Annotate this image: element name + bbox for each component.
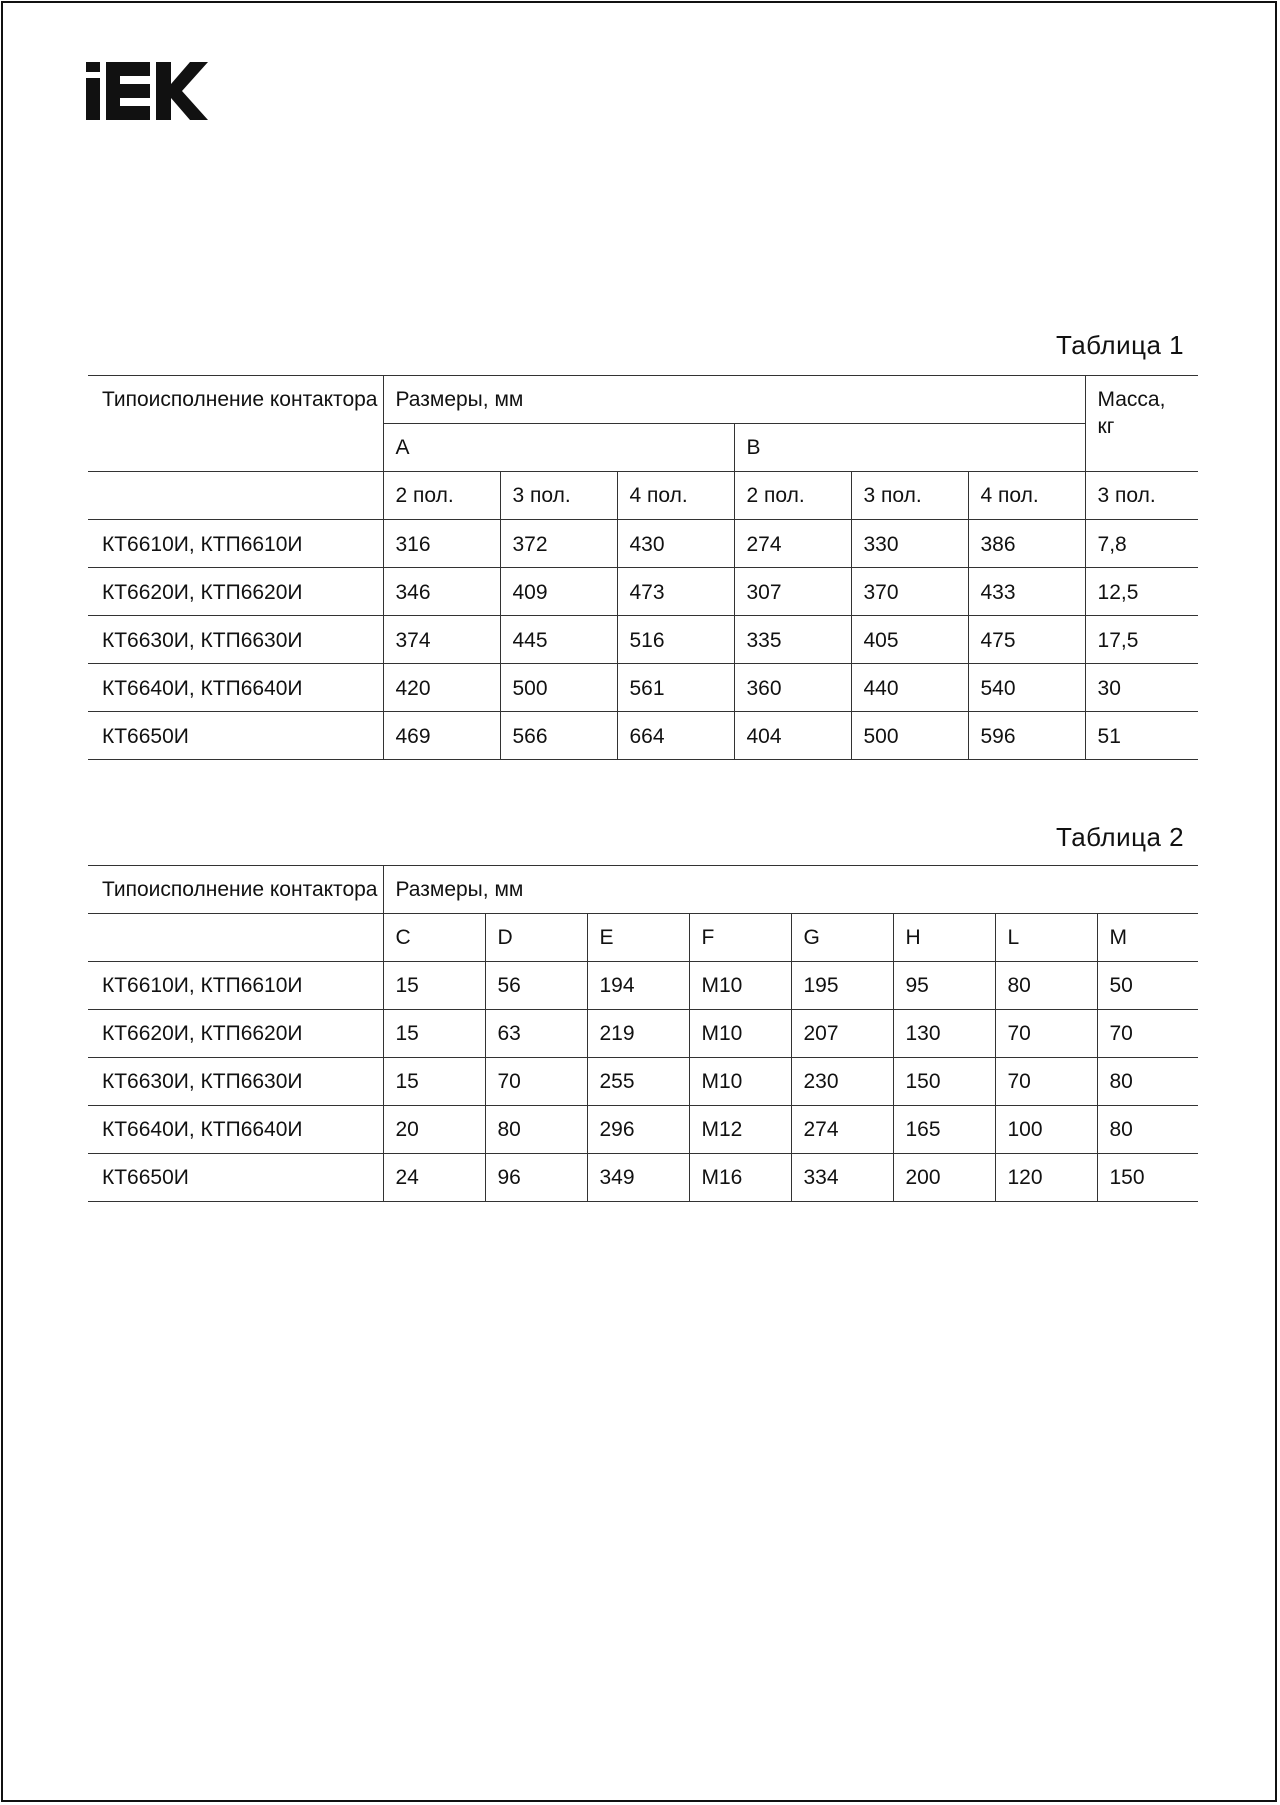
cell: 70 (995, 1058, 1097, 1106)
table-row (88, 712, 1198, 760)
cell: 433 (968, 568, 1085, 616)
table-row (88, 1106, 1198, 1154)
cell: 63 (485, 1010, 587, 1058)
row-name: КТ6650И (88, 1154, 383, 1202)
cell: 30 (1085, 664, 1198, 712)
cell: 7,8 (1085, 520, 1198, 568)
table2-dimensions (88, 865, 1198, 1202)
cell: 195 (791, 962, 893, 1010)
table1-dimensions (88, 375, 1198, 760)
row-name: КТ6630И, КТП6630И (88, 616, 383, 664)
cell: 80 (485, 1106, 587, 1154)
cell: 664 (617, 712, 734, 760)
table2-subcol: C (383, 914, 485, 962)
table-row (88, 664, 1198, 712)
table2-caption: Таблица 2 (1056, 822, 1185, 852)
row-name: КТ6640И, КТП6640И (88, 1106, 383, 1154)
cell: 469 (383, 712, 500, 760)
cell: 307 (734, 568, 851, 616)
table1-type-header: Типоисполнение контактора (88, 376, 383, 472)
table1-group-a: А (383, 424, 734, 472)
table1-subcol: 3 пол. (1085, 472, 1198, 520)
cell: 80 (1097, 1106, 1198, 1154)
table1-group-b: В (734, 424, 1085, 472)
table1-mass-header: Масса, кг (1085, 376, 1198, 472)
table2-subcol: F (689, 914, 791, 962)
cell: 335 (734, 616, 851, 664)
cell: 316 (383, 520, 500, 568)
cell: 360 (734, 664, 851, 712)
table2-subcol: E (587, 914, 689, 962)
cell: 516 (617, 616, 734, 664)
cell: 150 (893, 1058, 995, 1106)
cell: M10 (689, 1010, 791, 1058)
cell: 372 (500, 520, 617, 568)
cell: 473 (617, 568, 734, 616)
cell: M16 (689, 1154, 791, 1202)
cell: 80 (995, 962, 1097, 1010)
table-row (88, 1154, 1198, 1202)
table-row (88, 1058, 1198, 1106)
iek-logo (86, 62, 208, 120)
table1-subheader-row (88, 472, 1198, 520)
cell: 165 (893, 1106, 995, 1154)
table2-subcol: H (893, 914, 995, 962)
cell: 445 (500, 616, 617, 664)
cell: 12,5 (1085, 568, 1198, 616)
table2-subcol: G (791, 914, 893, 962)
cell: 51 (1085, 712, 1198, 760)
cell: 420 (383, 664, 500, 712)
cell: 100 (995, 1106, 1097, 1154)
cell: 15 (383, 1010, 485, 1058)
cell: 566 (500, 712, 617, 760)
cell: 430 (617, 520, 734, 568)
cell: 194 (587, 962, 689, 1010)
cell: 561 (617, 664, 734, 712)
row-name: КТ6620И, КТП6620И (88, 568, 383, 616)
table-row (88, 616, 1198, 664)
cell: 70 (1097, 1010, 1198, 1058)
cell: 409 (500, 568, 617, 616)
cell: 370 (851, 568, 968, 616)
table2-subcol: L (995, 914, 1097, 962)
cell: 500 (500, 664, 617, 712)
table2-subheader-row (88, 914, 1198, 962)
cell: 255 (587, 1058, 689, 1106)
cell: 405 (851, 616, 968, 664)
cell: M12 (689, 1106, 791, 1154)
cell: 120 (995, 1154, 1097, 1202)
cell: 404 (734, 712, 851, 760)
cell: 386 (968, 520, 1085, 568)
cell: 540 (968, 664, 1085, 712)
cell: 475 (968, 616, 1085, 664)
table2-subheader-empty (88, 914, 383, 962)
row-name: КТ6610И, КТП6610И (88, 962, 383, 1010)
cell: 440 (851, 664, 968, 712)
table-row (88, 1010, 1198, 1058)
cell: 24 (383, 1154, 485, 1202)
cell: 374 (383, 616, 500, 664)
cell: 130 (893, 1010, 995, 1058)
table1-subcol: 4 пол. (617, 472, 734, 520)
cell: 15 (383, 962, 485, 1010)
table1-subcol: 2 пол. (734, 472, 851, 520)
cell: 150 (1097, 1154, 1198, 1202)
cell: 15 (383, 1058, 485, 1106)
table2-subcol: M (1097, 914, 1198, 962)
table-row (88, 568, 1198, 616)
cell: 274 (734, 520, 851, 568)
row-name: КТ6610И, КТП6610И (88, 520, 383, 568)
cell: 20 (383, 1106, 485, 1154)
row-name: КТ6620И, КТП6620И (88, 1010, 383, 1058)
table1-subcol: 2 пол. (383, 472, 500, 520)
cell: 349 (587, 1154, 689, 1202)
cell: 70 (485, 1058, 587, 1106)
cell: 200 (893, 1154, 995, 1202)
cell: 500 (851, 712, 968, 760)
cell: 50 (1097, 962, 1198, 1010)
cell: 334 (791, 1154, 893, 1202)
row-name: КТ6640И, КТП6640И (88, 664, 383, 712)
cell: 596 (968, 712, 1085, 760)
table2-type-header: Типоисполнение контактора (88, 866, 383, 914)
cell: 17,5 (1085, 616, 1198, 664)
table1-subcol: 3 пол. (500, 472, 617, 520)
cell: 330 (851, 520, 968, 568)
row-name: КТ6650И (88, 712, 383, 760)
cell: 274 (791, 1106, 893, 1154)
table2-subcol: D (485, 914, 587, 962)
table2-sizes-header: Размеры, мм (383, 866, 1198, 914)
table-row (88, 962, 1198, 1010)
cell: 70 (995, 1010, 1097, 1058)
cell: 296 (587, 1106, 689, 1154)
cell: 56 (485, 962, 587, 1010)
cell: 80 (1097, 1058, 1198, 1106)
table1-subheader-empty (88, 472, 383, 520)
table1-subcol: 3 пол. (851, 472, 968, 520)
cell: M10 (689, 962, 791, 1010)
row-name: КТ6630И, КТП6630И (88, 1058, 383, 1106)
table-row (88, 520, 1198, 568)
cell: M10 (689, 1058, 791, 1106)
table1-subcol: 4 пол. (968, 472, 1085, 520)
cell: 219 (587, 1010, 689, 1058)
table1-caption: Таблица 1 (1056, 330, 1185, 360)
cell: 95 (893, 962, 995, 1010)
cell: 96 (485, 1154, 587, 1202)
cell: 230 (791, 1058, 893, 1106)
cell: 207 (791, 1010, 893, 1058)
cell: 346 (383, 568, 500, 616)
table1-sizes-header: Размеры, мм (383, 376, 1085, 424)
